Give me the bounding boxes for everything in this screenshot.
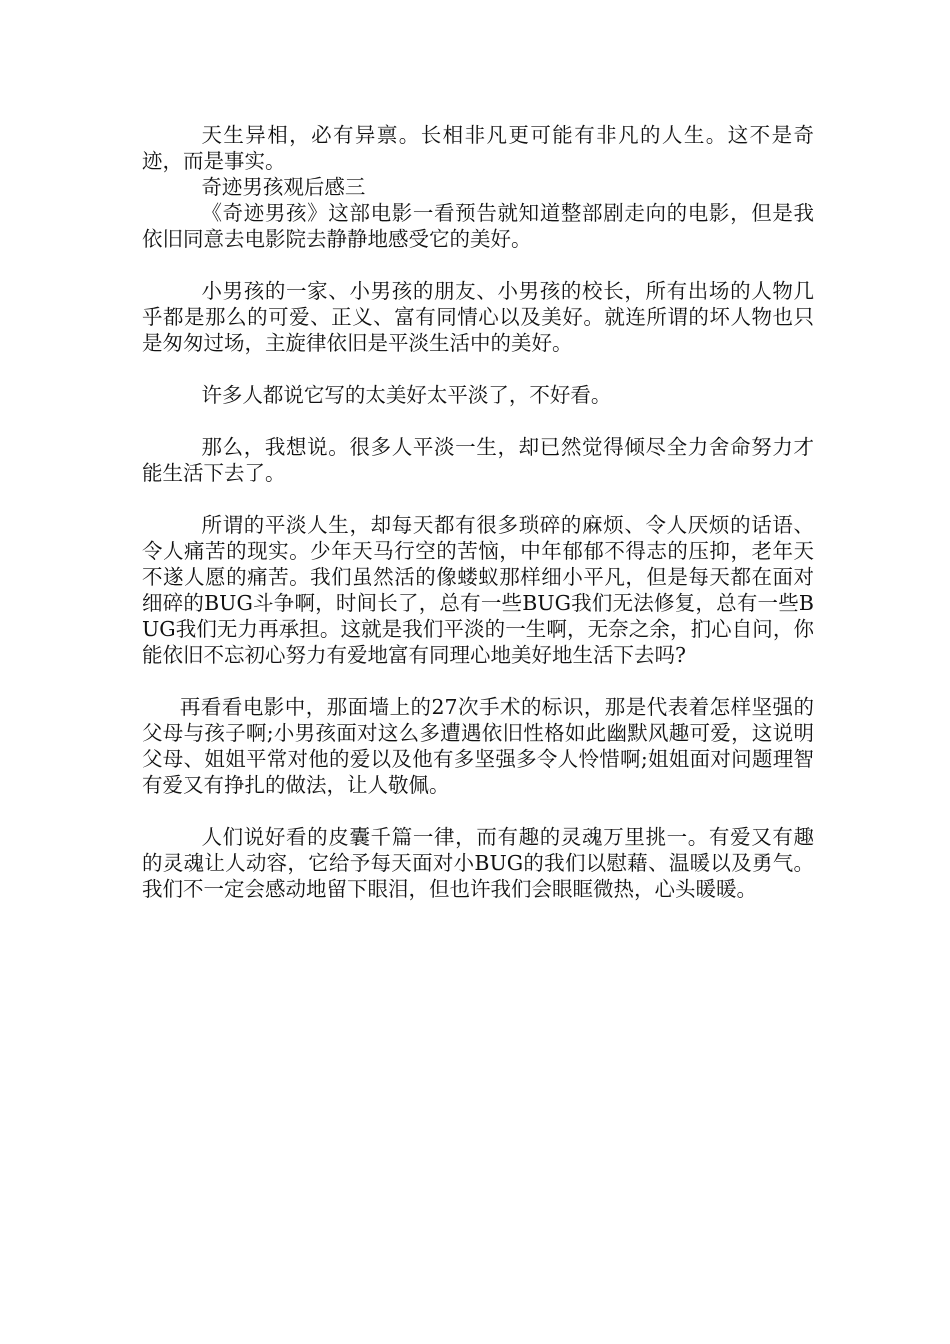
paragraph-4: 小男孩的一家、小男孩的朋友、小男孩的校长，所有出场的人物几乎都是那么的可爱、正义、富有同情心以及美好。就连所谓的坏人物也只是匆匆过场，主旋律依旧是平淡生活中的美好。 — [142, 279, 814, 355]
paragraph-7: 所谓的平淡人生，却每天都有很多琐碎的麻烦、令人厌烦的话语、令人痛苦的现实。少年天马行空的苦恼，中年郁郁不得志的压抑，老年天不遂人愿的痛苦。我们虽然活的像蝼蚁那样细小平凡，但是每天都在面对细碎的BUG斗争啊，时间长了，总有一些BUG我们无法修复，总有一些BUG我们无力再承担。这就是我们平淡的一生啊，无奈之余，扪心自问，你能依旧不忘初心努力有爱地富有同理心地美好地生活下去吗? — [142, 513, 814, 667]
paragraph-2-heading: 奇迹男孩观后感三 — [201, 175, 366, 199]
paragraph-6: 那么，我想说。很多人平淡一生，却已然觉得倾尽全力舍命努力才能生活下去了。 — [142, 435, 814, 485]
paragraph-8: 再看看电影中，那面墙上的27次手术的标识，那是代表着怎样坚强的父母与孩子啊;小男孩面对这么多遭遇依旧性格如此幽默风趣可爱，这说明父母、姐姐平常对他的爱以及他有多坚强多令人怜惜啊;姐姐面对问题理智有爱又有挣扎的做法，让人敬佩。 — [142, 695, 814, 797]
paragraph-9: 人们说好看的皮囊千篇一律，而有趣的灵魂万里挑一。有爱又有趣的灵魂让人动容，它给予每天面对小BUG的我们以慰藉、温暖以及勇气。我们不一定会感动地留下眼泪，但也许我们会眼眶微热，心头暖暖。 — [142, 825, 814, 901]
paragraph-3: 《奇迹男孩》这部电影一看预告就知道整部剧走向的电影，但是我依旧同意去电影院去静静地感受它的美好。 — [142, 201, 814, 251]
paragraph-5: 许多人都说它写的太美好太平淡了，不好看。 — [201, 383, 612, 407]
document-body — [142, 122, 814, 902]
paragraph-1: 天生异相，必有异禀。长相非凡更可能有非凡的人生。这不是奇迹，而是事实。 — [142, 123, 814, 173]
